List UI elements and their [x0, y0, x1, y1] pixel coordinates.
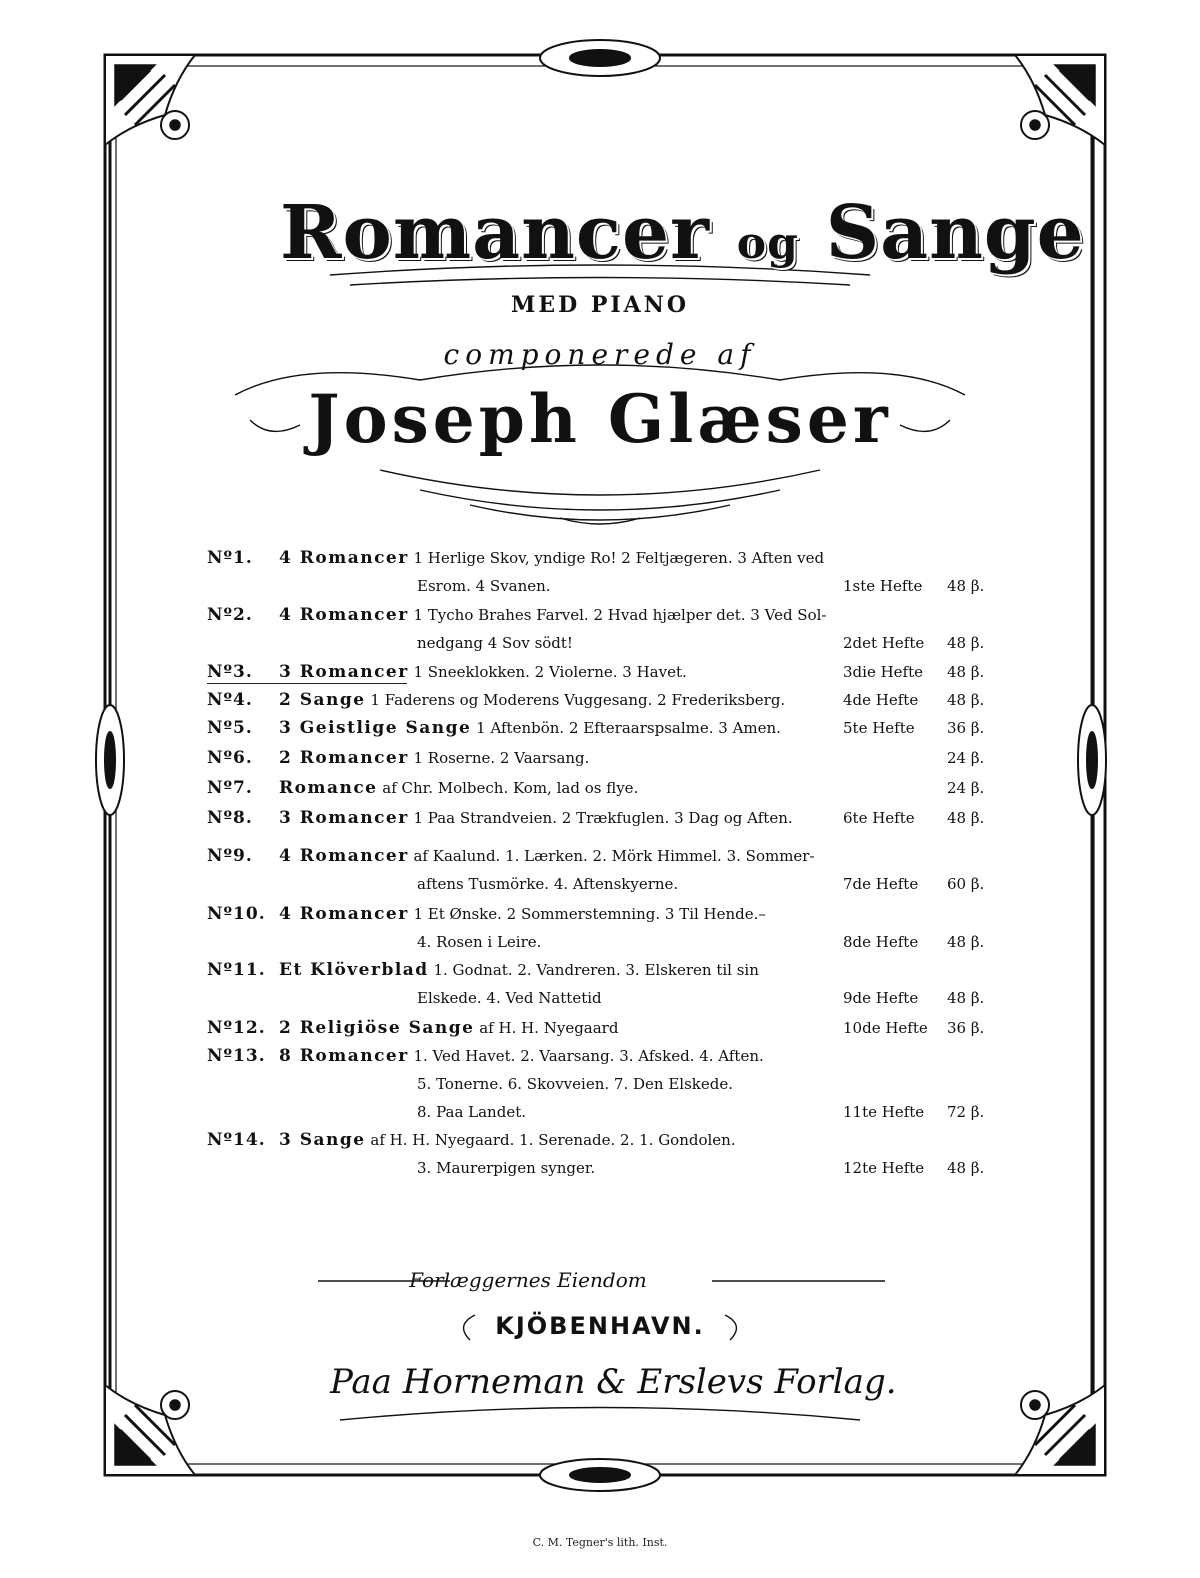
lithographer-credit: C. M. Tegner's lith. Inst.: [532, 1536, 668, 1549]
work-entry-line: [207, 874, 987, 896]
volume-label: 12te Hefte: [843, 1159, 925, 1177]
price-label: 24 β.: [947, 749, 985, 767]
work-entry-line: [207, 1130, 987, 1152]
work-number: Nº9.: [207, 846, 253, 866]
price-label: 48 β.: [947, 663, 985, 681]
work-heading: 3 Romancer: [279, 808, 409, 828]
volume-label: 4de Hefte: [843, 691, 919, 709]
work-contents-continued: nedgang 4 Sov södt!: [417, 634, 573, 652]
work-contents-continued: Esrom. 4 Svanen.: [417, 577, 551, 595]
work-number: Nº5.: [207, 718, 253, 738]
work-entry-line: [207, 904, 987, 926]
work-number: Nº2.: [207, 605, 253, 625]
composer-name: Joseph Glæser: [308, 380, 892, 458]
volume-label: 10de Hefte: [843, 1019, 928, 1037]
volume-label: 6te Hefte: [843, 809, 915, 827]
volume-label: 8de Hefte: [843, 933, 919, 951]
work-contents: af H. H. Nyegaard: [474, 1019, 619, 1037]
work-heading: Romance: [279, 778, 378, 798]
work-contents: af Kaalund. 1. Lærken. 2. Mörk Himmel. 3. Sommer-: [408, 847, 815, 865]
underline-divider: [207, 683, 407, 684]
work-entry-line: [207, 1018, 987, 1040]
volume-label: 2det Hefte: [843, 634, 925, 652]
work-entry-line: [207, 662, 987, 684]
work-heading: 4 Romancer: [279, 904, 409, 924]
title-part-romancer: Romancer: [280, 190, 711, 276]
price-label: 48 β.: [947, 809, 985, 827]
title-part-sange: Sange: [825, 190, 1085, 276]
work-entry-line: [207, 846, 987, 868]
volume-label: 7de Hefte: [843, 875, 919, 893]
work-description: [279, 548, 824, 568]
price-label: 48 β.: [947, 577, 985, 595]
price-label: 36 β.: [947, 1019, 985, 1037]
work-description: [279, 778, 638, 798]
work-contents: 1 Sneeklokken. 2 Violerne. 3 Havet.: [408, 663, 687, 681]
price-label: 60 β.: [947, 875, 985, 893]
work-contents: 1 Faderens og Moderens Vuggesang. 2 Frederiksberg.: [365, 691, 786, 709]
work-description: [279, 904, 766, 924]
work-heading: Et Klöverblad: [279, 960, 429, 980]
price-label: 72 β.: [947, 1103, 985, 1121]
work-entry-line: [207, 1046, 987, 1068]
price-label: 48 β.: [947, 989, 985, 1007]
price-label: 48 β.: [947, 933, 985, 951]
work-description: [279, 846, 815, 866]
work-description: [279, 605, 826, 625]
work-number: Nº1.: [207, 548, 253, 568]
work-description: [279, 748, 589, 768]
volume-label: 9de Hefte: [843, 989, 919, 1007]
price-label: 48 β.: [947, 1159, 985, 1177]
work-description: [279, 1046, 764, 1066]
work-number: Nº10.: [207, 904, 266, 924]
work-heading: 4 Romancer: [279, 846, 409, 866]
subtitle: MED PIANO: [510, 292, 690, 318]
composed-by: componerede af: [443, 338, 757, 371]
work-entry-line: [207, 1074, 987, 1096]
work-number: Nº7.: [207, 778, 253, 798]
work-description: [279, 808, 793, 828]
work-contents: 1. Godnat. 2. Vandreren. 3. Elskeren til sin: [428, 961, 759, 979]
work-number: Nº4.: [207, 690, 253, 710]
work-entry-line: [207, 778, 987, 800]
publisher-name: Paa Horneman & Erslevs Forlag.: [330, 1362, 897, 1402]
volume-label: 11te Hefte: [843, 1103, 925, 1121]
work-entry-line: [207, 718, 987, 740]
work-entry-line: [207, 748, 987, 770]
work-description: [279, 960, 759, 980]
work-contents: 1 Et Ønske. 2 Sommerstemning. 3 Til Hende.–: [408, 905, 766, 923]
work-description: [279, 662, 687, 682]
volume-label: 1ste Hefte: [843, 577, 923, 595]
work-entry-line: [207, 1158, 987, 1180]
work-number: Nº12.: [207, 1018, 266, 1038]
work-contents: af Chr. Molbech. Kom, lad os flye.: [377, 779, 639, 797]
work-heading: 3 Geistlige Sange: [279, 718, 472, 738]
work-contents-continued: 3. Maurerpigen synger.: [417, 1159, 596, 1177]
price-label: 24 β.: [947, 779, 985, 797]
publisher-property-note: Forlæggernes Eiendom: [409, 1268, 647, 1292]
work-description: [279, 1018, 618, 1038]
price-label: 48 β.: [947, 634, 985, 652]
work-description: [279, 1130, 736, 1150]
work-contents: 1 Aftenbön. 2 Efteraarspsalme. 3 Amen.: [471, 719, 781, 737]
work-entry-line: [207, 988, 987, 1010]
work-number: Nº13.: [207, 1046, 266, 1066]
work-description: [279, 690, 785, 710]
work-number: Nº11.: [207, 960, 266, 980]
work-contents: 1 Herlige Skov, yndige Ro! 2 Feltjægeren. 3 Aften ved: [408, 549, 825, 567]
work-number: Nº8.: [207, 808, 253, 828]
work-contents: 1 Paa Strandveien. 2 Trækfuglen. 3 Dag og Aften.: [408, 809, 793, 827]
price-label: 48 β.: [947, 691, 985, 709]
work-heading: 3 Romancer: [279, 662, 409, 682]
work-heading: 2 Religiöse Sange: [279, 1018, 475, 1038]
work-entry-line: [207, 690, 987, 712]
work-heading: 4 Romancer: [279, 548, 409, 568]
work-heading: 2 Romancer: [279, 748, 409, 768]
work-entry-line: [207, 1102, 987, 1124]
price-label: 36 β.: [947, 719, 985, 737]
work-contents: 1. Ved Havet. 2. Vaarsang. 3. Afsked. 4. Aften.: [408, 1047, 764, 1065]
work-contents: 1 Roserne. 2 Vaarsang.: [408, 749, 590, 767]
work-contents: af H. H. Nyegaard. 1. Serenade. 2. 1. Gondolen.: [365, 1131, 736, 1149]
title-part-og: og: [736, 218, 799, 269]
work-contents-continued: Elskede. 4. Ved Nattetid: [417, 989, 602, 1007]
work-entry-line: [207, 576, 987, 598]
work-contents-continued: aftens Tusmörke. 4. Aftenskyerne.: [417, 875, 679, 893]
work-number: Nº3.: [207, 662, 253, 682]
volume-label: 5te Hefte: [843, 719, 915, 737]
work-contents-continued: 5. Tonerne. 6. Skovveien. 7. Den Elskede.: [417, 1075, 733, 1093]
work-number: Nº14.: [207, 1130, 266, 1150]
work-entry-line: [207, 932, 987, 954]
city-name: KJÖBENHAVN.: [495, 1312, 705, 1340]
work-contents: 1 Tycho Brahes Farvel. 2 Hvad hjælper det. 3 Ved Sol-: [408, 606, 827, 624]
work-heading: 4 Romancer: [279, 605, 409, 625]
work-entry-line: [207, 633, 987, 655]
volume-label: 3die Hefte: [843, 663, 924, 681]
work-description: [279, 718, 781, 738]
work-contents-continued: 4. Rosen i Leire.: [417, 933, 542, 951]
work-heading: 2 Sange: [279, 690, 366, 710]
work-heading: 8 Romancer: [279, 1046, 409, 1066]
main-title: [280, 190, 1085, 276]
work-contents-continued: 8. Paa Landet.: [417, 1103, 526, 1121]
work-entry-line: [207, 960, 987, 982]
work-entry-line: [207, 808, 987, 830]
work-number: Nº6.: [207, 748, 253, 768]
work-entry-line: [207, 605, 987, 627]
work-heading: 3 Sange: [279, 1130, 366, 1150]
work-entry-line: [207, 548, 987, 570]
